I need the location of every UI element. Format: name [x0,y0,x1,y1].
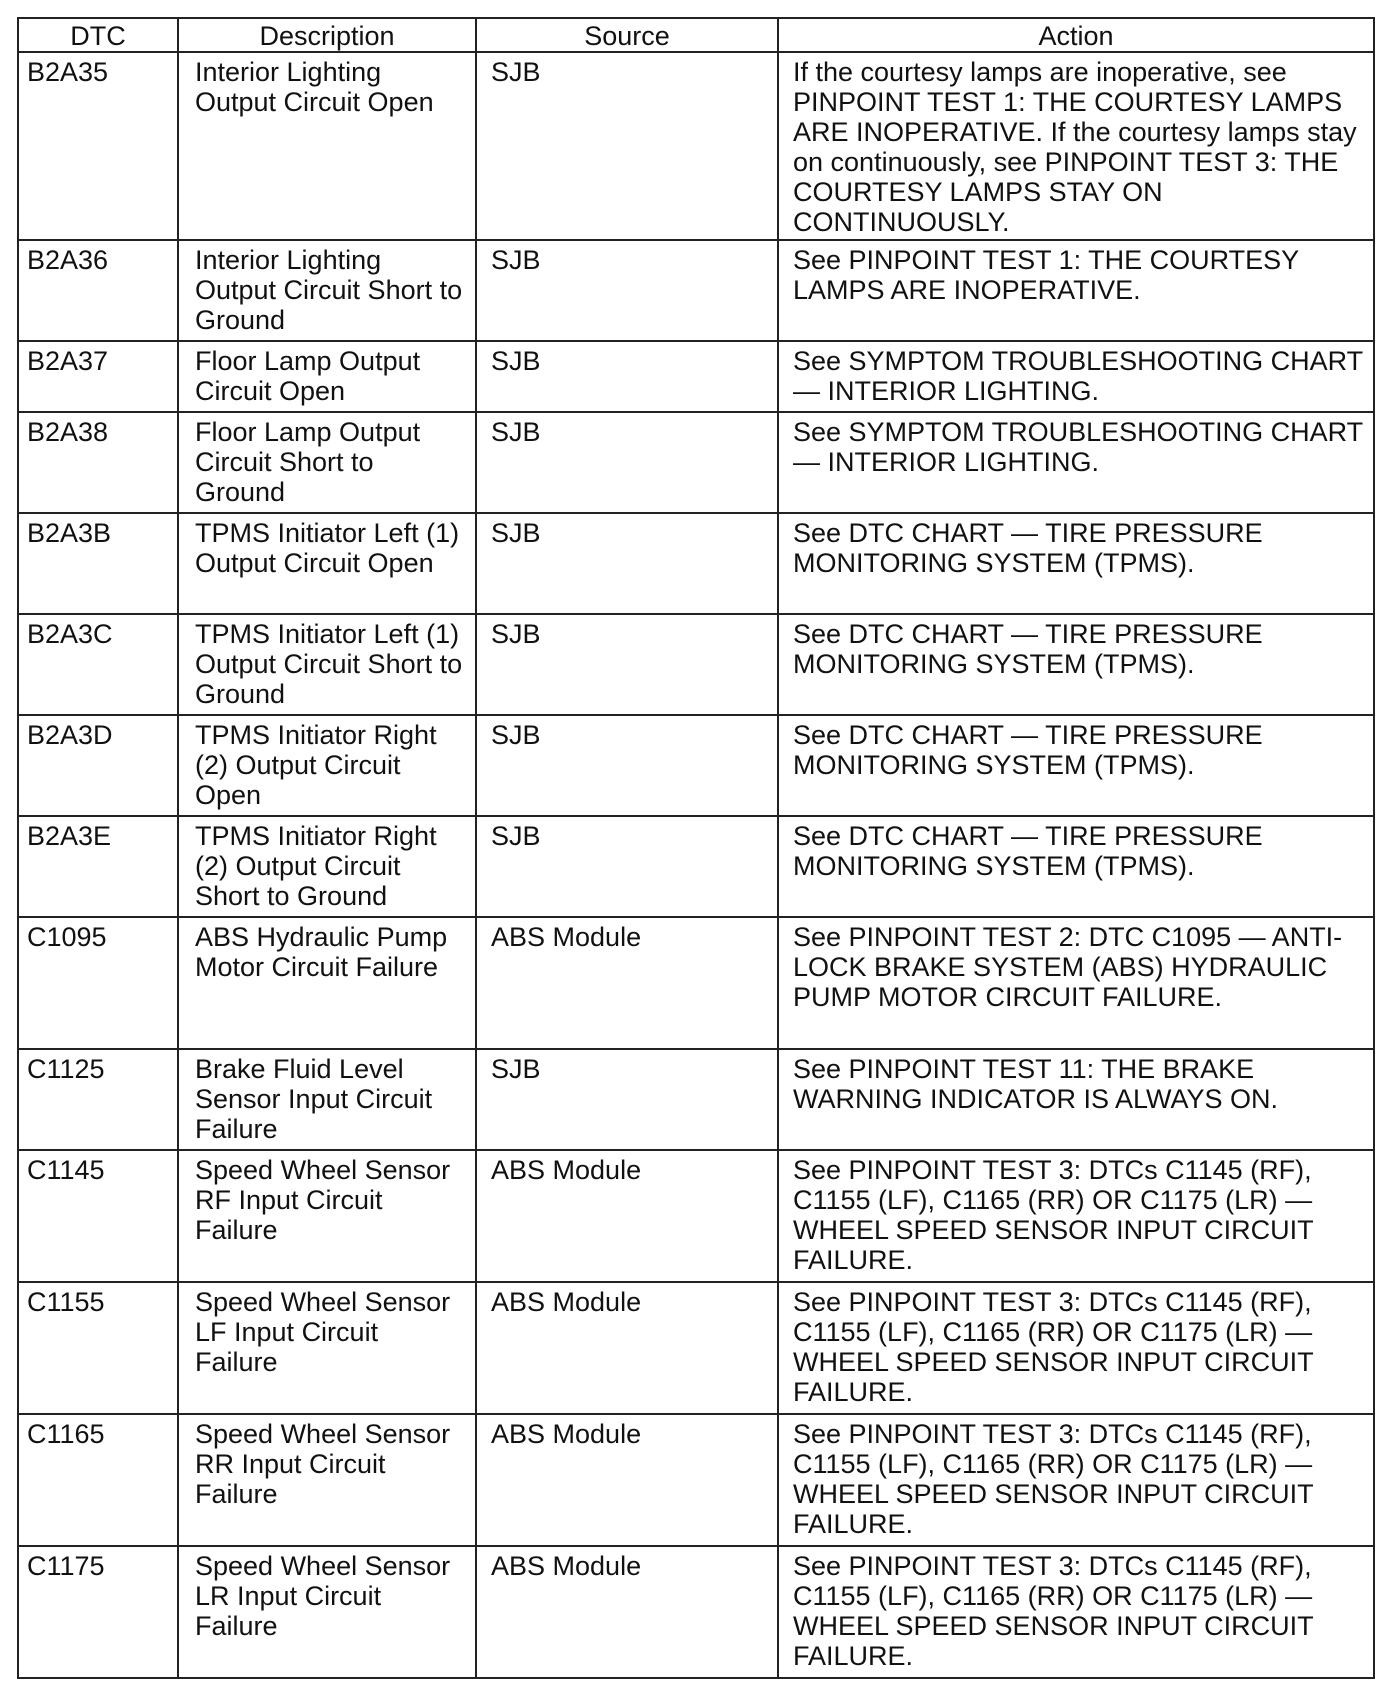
table-row [18,1414,1374,1546]
dtc-action: If the courtesy lamps are inoperative, see PINPOINT TEST 1: THE COURTESY LAMPS ARE INOPERATIVE. If the courtesy lamps stay on continuously, see PINPOINT TEST 3: THE COURTESY LAMPS STAY ON CONTINUOUSLY. [778,52,1374,240]
dtc-description: Speed Wheel Sensor RF Input Circuit Failure [178,1150,476,1282]
dtc-code: C1155 [18,1282,178,1414]
table-row [18,240,1374,341]
table-row [18,412,1374,513]
dtc-source: SJB [476,412,778,513]
header-action: Action [778,18,1374,52]
dtc-action: See SYMPTOM TROUBLESHOOTING CHART — INTERIOR LIGHTING. [778,412,1374,513]
dtc-code: B2A37 [18,341,178,412]
table-row [18,715,1374,816]
dtc-action: See PINPOINT TEST 11: THE BRAKE WARNING INDICATOR IS ALWAYS ON. [778,1049,1374,1150]
dtc-action: See PINPOINT TEST 3: DTCs C1145 (RF), C1155 (LF), C1165 (RR) OR C1175 (LR) — WHEEL SPEED SENSOR INPUT CIRCUIT FAILURE. [778,1414,1374,1546]
dtc-code: B2A35 [18,52,178,240]
dtc-source: SJB [476,1049,778,1150]
dtc-source: ABS Module [476,1546,778,1678]
header-row [18,18,1374,52]
table-row [18,1546,1374,1678]
dtc-description: TPMS Initiator Right (2) Output Circuit Open [178,715,476,816]
dtc-description: TPMS Initiator Left (1) Output Circuit Short to Ground [178,614,476,715]
table-row [18,917,1374,1049]
table-row [18,1049,1374,1150]
dtc-table [17,17,1375,1679]
dtc-source: ABS Module [476,1414,778,1546]
table-header [18,18,1374,52]
dtc-description: ABS Hydraulic Pump Motor Circuit Failure [178,917,476,1049]
dtc-action: See PINPOINT TEST 1: THE COURTESY LAMPS ARE INOPERATIVE. [778,240,1374,341]
dtc-action: See PINPOINT TEST 3: DTCs C1145 (RF), C1155 (LF), C1165 (RR) OR C1175 (LR) — WHEEL SPEED SENSOR INPUT CIRCUIT FAILURE. [778,1282,1374,1414]
header-source: Source [476,18,778,52]
table-row [18,614,1374,715]
dtc-description: Speed Wheel Sensor RR Input Circuit Failure [178,1414,476,1546]
dtc-description: Floor Lamp Output Circuit Short to Ground [178,412,476,513]
dtc-code: B2A3D [18,715,178,816]
dtc-code: B2A3B [18,513,178,614]
dtc-source: SJB [476,715,778,816]
dtc-description: TPMS Initiator Left (1) Output Circuit Open [178,513,476,614]
dtc-source: ABS Module [476,917,778,1049]
dtc-description: TPMS Initiator Right (2) Output Circuit Short to Ground [178,816,476,917]
dtc-action: See DTC CHART — TIRE PRESSURE MONITORING SYSTEM (TPMS). [778,715,1374,816]
dtc-code: B2A3E [18,816,178,917]
dtc-code: C1125 [18,1049,178,1150]
dtc-source: SJB [476,513,778,614]
dtc-code: C1175 [18,1546,178,1678]
table-row [18,1282,1374,1414]
dtc-action: See DTC CHART — TIRE PRESSURE MONITORING SYSTEM (TPMS). [778,614,1374,715]
dtc-action: See DTC CHART — TIRE PRESSURE MONITORING SYSTEM (TPMS). [778,513,1374,614]
table-row [18,1150,1374,1282]
dtc-description: Interior Lighting Output Circuit Open [178,52,476,240]
header-description: Description [178,18,476,52]
dtc-action: See PINPOINT TEST 3: DTCs C1145 (RF), C1155 (LF), C1165 (RR) OR C1175 (LR) — WHEEL SPEED SENSOR INPUT CIRCUIT FAILURE. [778,1150,1374,1282]
dtc-description: Floor Lamp Output Circuit Open [178,341,476,412]
dtc-source: ABS Module [476,1150,778,1282]
dtc-code: B2A36 [18,240,178,341]
table-row [18,52,1374,240]
dtc-code: C1095 [18,917,178,1049]
table-row [18,341,1374,412]
dtc-description: Brake Fluid Level Sensor Input Circuit Failure [178,1049,476,1150]
dtc-source: SJB [476,341,778,412]
table-body [18,52,1374,1678]
dtc-source: SJB [476,52,778,240]
dtc-source: SJB [476,816,778,917]
table-row [18,816,1374,917]
table-row [18,513,1374,614]
dtc-action: See DTC CHART — TIRE PRESSURE MONITORING SYSTEM (TPMS). [778,816,1374,917]
dtc-source: SJB [476,614,778,715]
dtc-action: See PINPOINT TEST 3: DTCs C1145 (RF), C1155 (LF), C1165 (RR) OR C1175 (LR) — WHEEL SPEED SENSOR INPUT CIRCUIT FAILURE. [778,1546,1374,1678]
dtc-description: Interior Lighting Output Circuit Short to Ground [178,240,476,341]
dtc-code: C1145 [18,1150,178,1282]
dtc-code: C1165 [18,1414,178,1546]
dtc-source: SJB [476,240,778,341]
dtc-description: Speed Wheel Sensor LR Input Circuit Failure [178,1546,476,1678]
header-dtc: DTC [18,18,178,52]
dtc-action: See SYMPTOM TROUBLESHOOTING CHART — INTERIOR LIGHTING. [778,341,1374,412]
dtc-action: See PINPOINT TEST 2: DTC C1095 — ANTI-LOCK BRAKE SYSTEM (ABS) HYDRAULIC PUMP MOTOR CIRCUIT FAILURE. [778,917,1374,1049]
dtc-source: ABS Module [476,1282,778,1414]
dtc-description: Speed Wheel Sensor LF Input Circuit Failure [178,1282,476,1414]
dtc-code: B2A38 [18,412,178,513]
dtc-code: B2A3C [18,614,178,715]
